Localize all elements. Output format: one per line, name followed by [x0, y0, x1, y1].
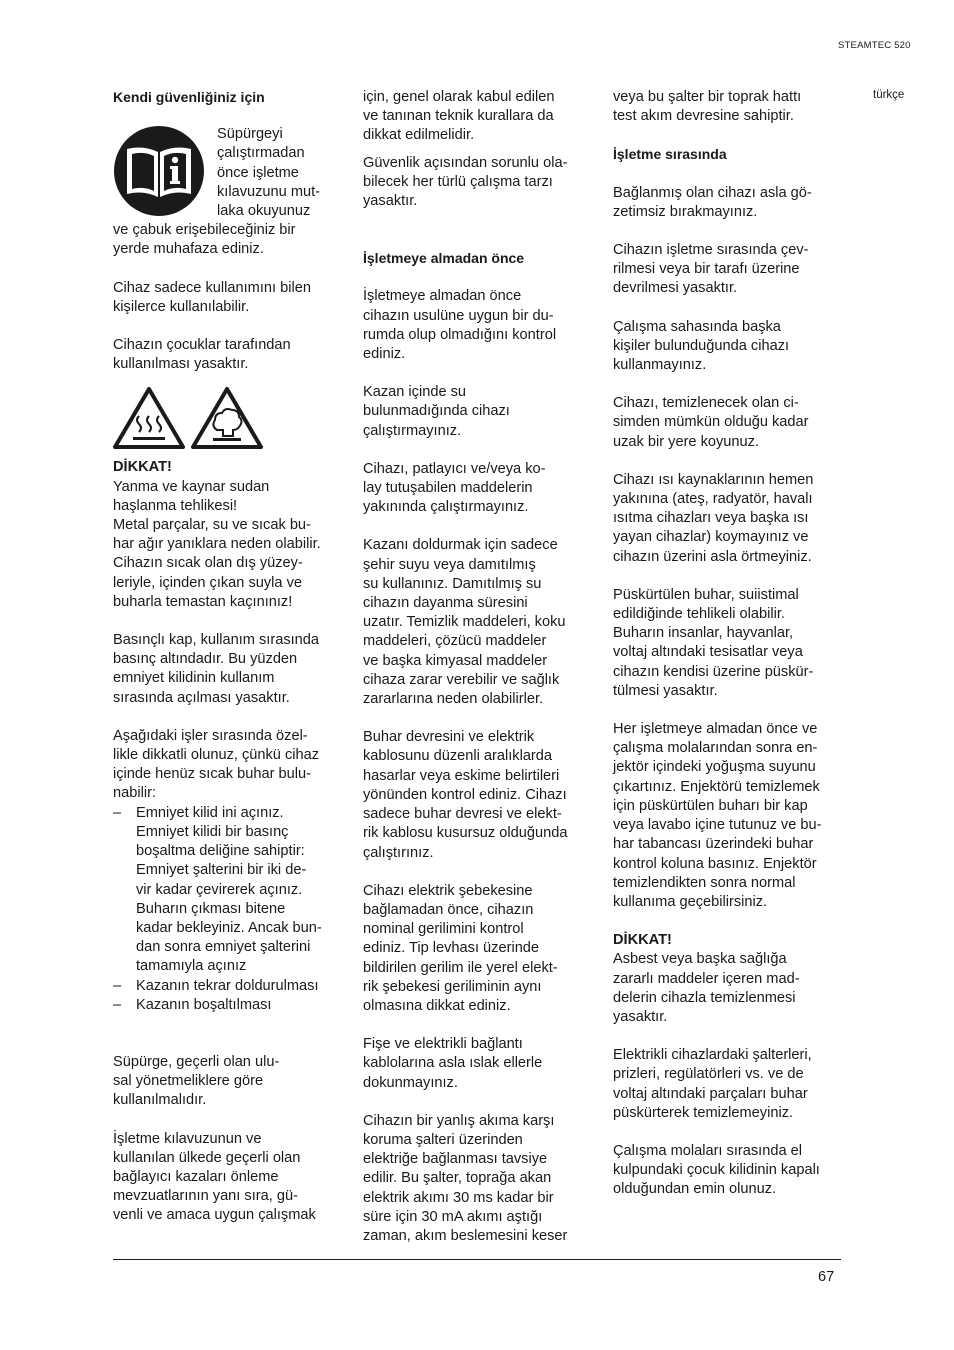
warning-signs [113, 386, 345, 450]
users-paragraph: Cihaz sadece kullanımını bilen kişilerce kullanılabilir. [113, 279, 311, 315]
read-manual-info-icon [113, 125, 205, 217]
caution-text: Asbest veya başka sağlığa zararlı maddeler içeren mad- delerin cihazla temizlenmesi yasaktır. [613, 951, 800, 1025]
regulations-paragraph: Süpürge, geçerli olan ulu- sal yönetmeliklere göre kullanılmalıdır. [113, 1053, 280, 1109]
list-item: – Kazanın boşaltılması [113, 996, 272, 1013]
rcd-paragraph: Cihazın bir yanlış akıma karşı koruma şalteri üzerinden elektriğe bağlanması tavsiye edilir. Bu şalter, toprağa akan elektrik akımı 30 ms kadar bir süre için 30 mA akımı aştığı zaman, akım beslemesini keser [363, 1112, 568, 1244]
voltage-paragraph: Cihazı elektrik şebekesine bağlamadan önce, cihazın nominal gerilimini kontrol ediniz. Tip levhası üzerinde bildirilen gerilim ile yerel elekt- rik şebekesi geriliminin aynı olmasına dikkat ediniz. [363, 882, 558, 1014]
pressure-paragraph: Basınçlı kap, kullanım sırasında basınç altındadır. Bu yüzden emniyet kilidinin kullanım sırasında açılması yasaktır. [113, 632, 320, 706]
caution-text: Yanma ve kaynar sudan haşlanma tehlikesi! Metal parçalar, su ve sıcak bu- har ağır yanıklara neden olabilir. Cihazın sıcak olan dış yüzey- leriyle, içinden çıkan suyla ve buharla temastan kaçınınız! [113, 478, 321, 610]
distance-paragraph: Cihazı, temizlenecek olan ci- simden mümkün olduğu kadar uzak bir yere koyunuz. [613, 395, 809, 450]
persons-paragraph: Çalışma sahasında başka kişiler bulunduğunda cihazı kullanmayınız. [613, 318, 790, 374]
continued-paragraph: için, genel olarak kabul edilen ve tanınan teknik kurallara da dikkat edilmelidir. [363, 89, 555, 144]
list-item: – Emniyet kilid ini açınız. Emniyet kilidi bir basınç boşaltma deliğine sahiptir: Emniyet şalterini bir iki de- vir kadar çevirerek açınız. Buharın çıkması bitene kadar bekleyiniz. Ancak bun- dan sonra emniyet şalterini tamamıyla açınız [113, 804, 322, 975]
column-1 [113, 88, 345, 1226]
list-item: – Kazanın tekrar doldurulması [113, 977, 319, 994]
section-heading-safety: Kendi güvenliğiniz için [113, 89, 265, 105]
cable-paragraph: Buhar devresini ve elektrik kablosunu düzenli aralıklarda hasarlar veya eskime belirtileri yönünden kontrol ediniz. Cihazı sadece buhar devresi ve elekt- rik kablosu kusursuz olduğunda çalıştırınız. [363, 729, 568, 861]
safety-paragraph: Güvenlik açısından sorunlu ola- bilecek her türlü çalışma tarzı yasaktır. [363, 154, 568, 210]
product-code: STEAMTEC 520 [838, 40, 911, 51]
children-paragraph: Cihazın çocuklar tarafından kullanılması yasaktır. [113, 337, 291, 373]
manual-paragraph-rest: ve çabuk erişebileceğiniz bir yerde muhafaza ediniz. [113, 222, 296, 258]
hot-steam-warning-icon [191, 386, 263, 450]
childlock-paragraph: Çalışma molaları sırasında el kulpundaki çocuk kilidinin kapalı olduğundan emin olunuz. [613, 1142, 820, 1198]
explosive-paragraph: Cihazı, patlayıcı ve/veya ko- lay tutuşabilen maddelerin yakınında çalıştırmayınız. [363, 460, 546, 516]
column-3 [613, 88, 845, 1200]
check-paragraph: İşletmeye almadan önce cihazın usulüne uygun bir du- rumda olup olmadığını kontrol ediniz. [363, 288, 557, 363]
page-number: 67 [818, 1269, 835, 1285]
column-2 [363, 88, 595, 1246]
footer-rule [113, 1259, 841, 1260]
steam-paragraph: Püskürtülen buhar, suiistimal edildiğinde tehlikeli olabilir. Buharın insanlar, hayvanlar, voltaj altındaki tesisatlar veya cihazın kendisi üzerine püskür- tülmesi yasaktır. [613, 586, 814, 699]
country-rules-paragraph: İşletme kılavuzunun ve kullanılan ülkede geçerli olan bağlayıcı kazaları önleme mevzuatlarının yanı sıra, gü- venli ve amaca uygun çalışmak [113, 1130, 316, 1224]
attention-paragraph: Aşağıdaki işler sırasında özel- likle dikkatli olunuz, çünkü cihaz içinde henüz sıcak buhar bulu- nabilir: [113, 727, 320, 802]
fill-paragraph: Kazanı doldurmak için sadece şehir suyu veya damıtılmış su kullanınız. Damıtılmış su cihazın dayanma süresini uzatır. Temizlik maddeleri, koku maddeleri, çözücü maddeler ve başka kimyasal maddeler cihaza zarar verebilir ve sağlık zararlarına neden olabilirler. [363, 537, 566, 708]
section-heading-before-use: İşletmeye almadan önce [363, 250, 525, 267]
tip-paragraph: Cihazın işletme sırasında çev- rilmesi veya bir tarafı üzerine devrilmesi yasaktır. [613, 242, 809, 297]
caution-title: DİKKAT! [613, 932, 672, 949]
task-list [113, 804, 345, 1015]
water-paragraph: Kazan içinde su bulunmadığında cihazı çalıştırmayınız. [363, 384, 510, 439]
switches-paragraph: Elektrikli cihazlardaki şalterleri, prizleri, regülatörleri vs. ve de voltaj altındaki parçaları buhar püskürterek temizlemeyiniz. [613, 1047, 812, 1121]
unattended-paragraph: Bağlanmış olan cihazı asla gö- zetimsiz bırakmayınız. [613, 184, 812, 220]
caution-title: DİKKAT! [113, 459, 172, 476]
plug-paragraph: Fişe ve elektrikli bağlantı kablolarına asla ıslak ellerle dokunmayınız. [363, 1036, 543, 1091]
language-label: türkçe [873, 89, 905, 101]
manual-paragraph-wrapped: Süpürgeyi çalıştırmadan önce işletme kılavuzunu mut- laka okuyunuz [217, 126, 321, 220]
heat-paragraph: Cihazı ısı kaynaklarının hemen yakınına (ateş, radyatör, havalı ısıtma cihazları veya başka ısı yayan cihazlar) koymayınız ve cihazın üzerini asla örtmeyiniz. [613, 471, 814, 565]
injector-paragraph: Her işletmeye almadan önce ve çalışma molalarından sonra en- jektör içindeki yoğuşma suyunu çıkartınız. Enjektörü temizlemek için püskürtülen buharı bir kap veya lavabo içine tutunuz ve bu- har tabancası üzerindeki buhar kontrol koluna basınız. Enjektör temizlendikten sonra normal kullanıma geçebilirsiniz. [613, 721, 822, 910]
continued-paragraph: veya bu şalter bir toprak hattı test akım devresine sahiptir. [613, 89, 802, 125]
hot-surface-warning-icon [113, 386, 185, 450]
section-heading-operation: İşletme sırasında [613, 146, 727, 163]
